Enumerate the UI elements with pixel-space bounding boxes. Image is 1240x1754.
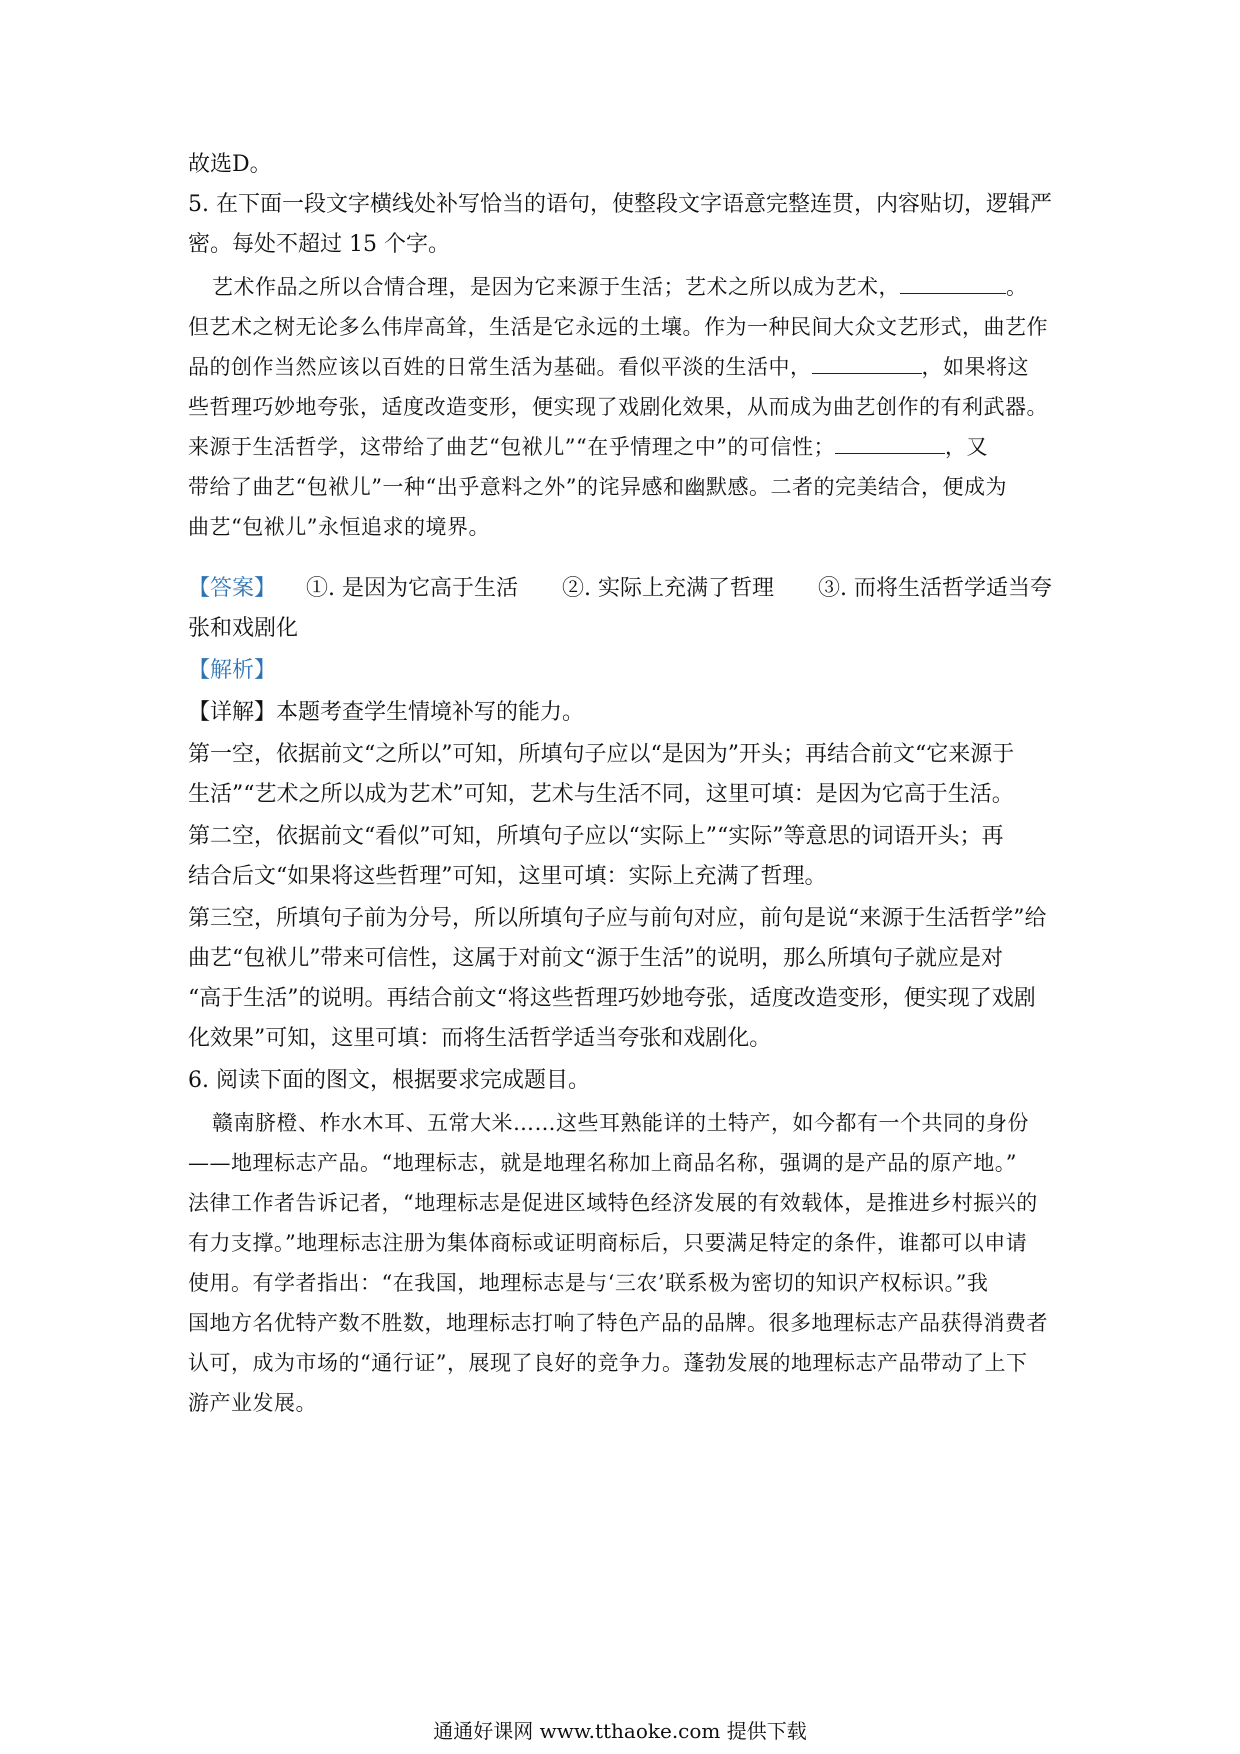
- explanation-line: 生活”“艺术之所以成为艺术”可知，艺术与生活不同，这里可填：是因为它高于生活。: [188, 782, 1014, 807]
- explanation-line: 第一空，依据前文“之所以”可知，所填句子应以“是因为”开头；再结合前文“它来源于: [188, 742, 1015, 767]
- explanation-line: 曲艺“包袱儿”带来可信性，这属于对前文“源于生活”的说明，那么所填句子就应是对: [188, 946, 1003, 971]
- passage-line: 曲艺“包袱儿”永恒追求的境界。: [188, 515, 490, 539]
- answer-label: 【答案】: [188, 576, 277, 601]
- passage-line: 但艺术之树无论多么伟岸高耸，生活是它永远的土壤。作为一种民间大众文艺形式，曲艺作: [188, 315, 1048, 339]
- question-6-line: 6. 阅读下面的图文，根据要求完成题目。: [188, 1068, 590, 1093]
- detail-line: 【详解】本题考查学生情境补写的能力。: [188, 700, 585, 725]
- passage-line: 有力支撑。”地理标志注册为集体商标或证明商标后，只要满足特定的条件，谁都可以申请: [188, 1231, 1028, 1255]
- question-5-line: 5. 在下面一段文字横线处补写恰当的语句，使整段文字语意完整连贯，内容贴切，逻辑严: [188, 192, 1052, 217]
- passage-line: 认可，成为市场的“通行证”，展现了良好的竞争力。蓬勃发展的地理标志产品带动了上下: [188, 1351, 1028, 1375]
- answer-line: 张和戏剧化: [188, 616, 299, 641]
- answer-blank-1: [900, 273, 1006, 294]
- passage-line: 赣南脐橙、柞水木耳、五常大米……这些耳熟能详的土特产，如今都有一个共同的身份: [212, 1111, 1029, 1135]
- explanation-line: 第三空，所填句子前为分号，所以所填句子应与前句对应，前句是说“来源于生活哲学”给: [188, 906, 1047, 931]
- explanation-line: 化效果”可知，这里可填：而将生活哲学适当夸张和戏剧化。: [188, 1026, 772, 1051]
- answer-item: ②. 实际上充满了哲理: [562, 576, 775, 601]
- explanation-line: “高于生活”的说明。再结合前文“将这些哲理巧妙地夸张，适度改造变形，便实现了戏剧: [188, 986, 1036, 1011]
- explanation-line: 第二空，依据前文“看似”可知，所填句子应以“实际上”“实际”等意思的词语开头；再: [188, 824, 1004, 849]
- passage-line: 品的创作当然应该以百姓的日常生活为基础。看似平淡的生活中， ，如果将这: [188, 355, 1029, 379]
- passage-line: 来源于生活哲学，这带给了曲艺“包袱儿”“在乎情理之中”的可信性； ，又: [188, 435, 988, 459]
- explanation-line: 结合后文“如果将这些哲理”可知，这里可填：实际上充满了哲理。: [188, 864, 827, 889]
- page-footer: 通通好课网 www.tthaoke.com 提供下载: [433, 1719, 807, 1743]
- passage-line: 游产业发展。: [188, 1391, 317, 1415]
- text-line: 故选D。: [188, 152, 272, 177]
- passage-line: 使用。有学者指出：“在我国，地理标志是与‘三农’联系极为密切的知识产权标识。”我: [188, 1271, 989, 1295]
- analysis-label: 【解析】: [188, 658, 277, 683]
- passage-line: 国地方名优特产数不胜数，地理标志打响了特色产品的品牌。很多地理标志产品获得消费者: [188, 1311, 1048, 1335]
- question-5-line: 密。每处不超过 15 个字。: [188, 232, 450, 257]
- answer-item: ③. 而将生活哲学适当夸: [818, 576, 1053, 601]
- passage-line: 带给了曲艺“包袱儿”一种“出乎意料之外”的诧异感和幽默感。二者的完美结合，便成为: [188, 475, 1007, 499]
- answer-blank-2: [812, 353, 922, 374]
- answer-blank-3: [835, 433, 945, 454]
- passage-line: ——地理标志产品。“地理标志，就是地理名称加上商品名称，强调的是产品的原产地。”: [188, 1151, 1017, 1175]
- answer-item: ①. 是因为它高于生活: [306, 576, 519, 601]
- passage-line: 艺术作品之所以合情合理，是因为它来源于生活；艺术之所以成为艺术， 。: [212, 275, 1028, 299]
- answer-line: [188, 574, 1054, 604]
- analysis-line: [188, 656, 1054, 686]
- passage-line: 法律工作者告诉记者，“地理标志是促进区域特色经济发展的有效载体，是推进乡村振兴的: [188, 1191, 1038, 1215]
- passage-line: 些哲理巧妙地夸张，适度改造变形，便实现了戏剧化效果，从而成为曲艺创作的有利武器。: [188, 395, 1048, 419]
